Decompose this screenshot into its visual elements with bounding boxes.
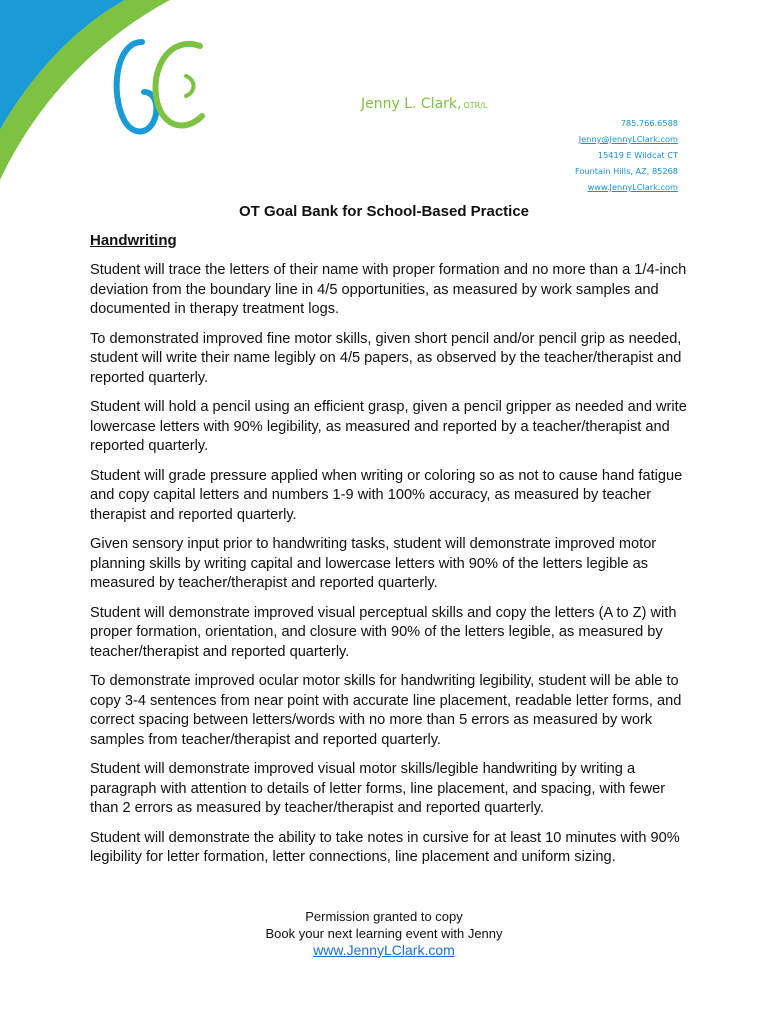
goal-paragraph: Given sensory input prior to handwriting tasks, student will demonstrate improved motor planning skills by writing capital and lowercase letters with 90% of the letters legible as measured by teacher/therapist and reported quarterly. bbox=[90, 536, 657, 591]
goal-paragraph: Student will demonstrate improved visual perceptual skills and copy the letters (A to Z) with proper formation, orientation, and closure with 90% of the letters legible, as measured by teacher/therapist and reported quarterly. bbox=[90, 604, 677, 660]
email-link[interactable]: Jenny@JennyLClark.com bbox=[578, 134, 678, 144]
author-credentials: OTR/L bbox=[463, 101, 488, 110]
website-link[interactable]: www.JennyLClark.com bbox=[587, 182, 678, 192]
section-heading: Handwriting bbox=[90, 232, 177, 249]
goal-paragraph: Student will demonstrate improved visual motor skills/legible handwriting by writing a paragraph with attention to details of letter forms, line placement, and spacing, with fewer than 2 errors as measured by teacher/therapist and reported quarterly. bbox=[90, 761, 666, 816]
footer-website-link[interactable]: www.JennyLClark.com bbox=[313, 942, 455, 958]
goal-paragraph: To demonstrate improved ocular motor skills for handwriting legibility, student will be able to copy 3-4 sentences from near point with accurate line placement, readable letter forms, and correct spacing between letters/words with no more than 5 errors as measured by work samples from teacher/therapist and reported quarterly. bbox=[90, 673, 682, 748]
goal-paragraph: To demonstrated improved fine motor skills, given short pencil and/or pencil grip as needed, student will write their name legibly on 4/5 papers, as observed by the teacher/therapist and reported quarterly. bbox=[90, 330, 682, 386]
address-line-2: Fountain Hills, AZ, 85268 bbox=[574, 166, 678, 176]
goal-list bbox=[90, 261, 690, 878]
goal-paragraph: Student will grade pressure applied when writing or coloring so as not to cause hand fatigue and copy capital letters and numbers 1-9 with 100% accuracy, as measured by teacher therapist and reported quarterly. bbox=[90, 467, 683, 523]
document-title: OT Goal Bank for School-Based Practice bbox=[238, 203, 530, 220]
footer bbox=[0, 908, 768, 959]
footer-permission: Permission granted to copy bbox=[305, 909, 463, 924]
phone-number: 785.766.6588 bbox=[620, 118, 678, 128]
jc-logo bbox=[112, 34, 212, 142]
address-line-1: 15419 E Wildcat CT bbox=[597, 150, 678, 160]
goal-paragraph: Student will trace the letters of their name with proper formation and no more than a 1/4-inch deviation from the boundary line in 4/5 opportunities, as measured by work samples and documented in therapy treatment logs. bbox=[90, 262, 687, 317]
author-name: Jenny L. Clark, bbox=[361, 96, 462, 112]
footer-booking: Book your next learning event with Jenny bbox=[265, 926, 503, 941]
contact-block bbox=[575, 115, 678, 195]
goal-paragraph: Student will demonstrate the ability to take notes in cursive for at least 10 minutes with 90% legibility for letter formation, letter connections, line placement and uniform sizing. bbox=[90, 829, 680, 865]
goal-paragraph: Student will hold a pencil using an efficient grasp, given a pencil gripper as needed and write lowercase letters with 90% legibility, as measured and reported by a teacher/therapist and reported quarterly. bbox=[90, 399, 687, 454]
letterhead-name bbox=[361, 96, 487, 112]
